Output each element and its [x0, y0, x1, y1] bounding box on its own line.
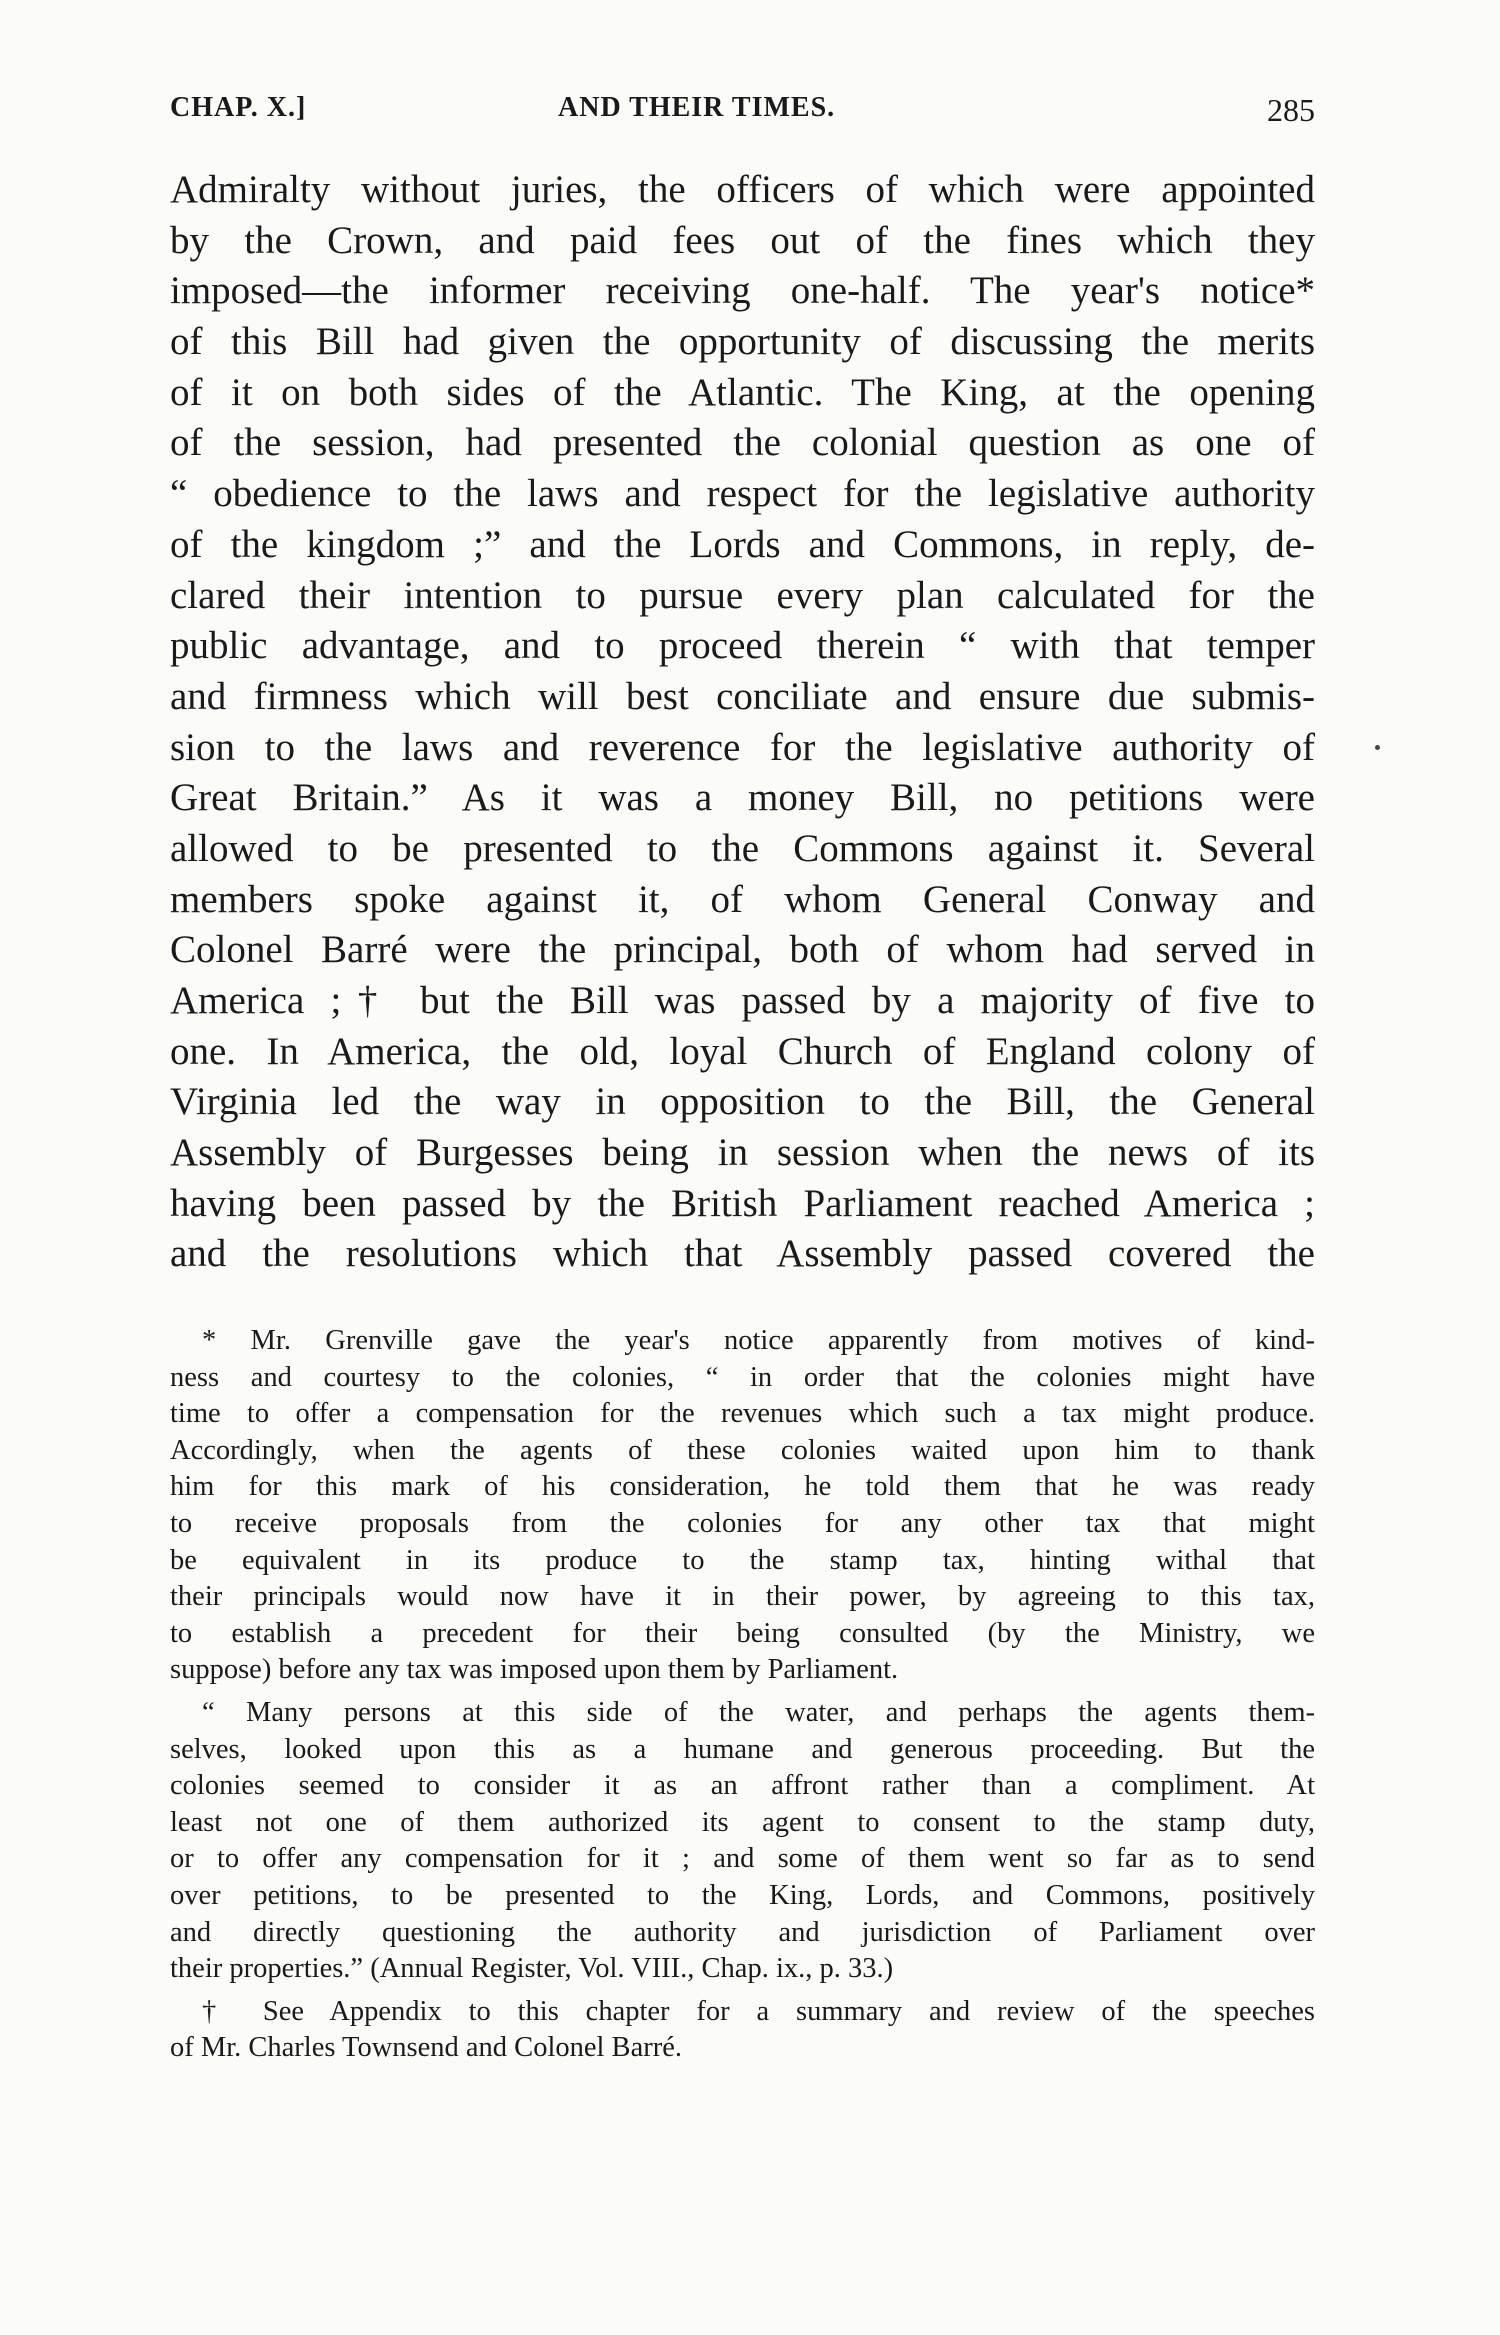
footnote-line: of Mr. Charles Townsend and Colonel Barré.: [170, 2032, 682, 2064]
footnote-line: and directly questioning the authority and jurisdiction of Parliament over: [170, 1916, 1315, 1948]
body-line: and firmness which will best conciliate and ensure due submis-: [170, 674, 1315, 718]
footnote-line: ness and courtesy to the colonies, “ in order that the colonies might have: [170, 1361, 1315, 1393]
body-line: Virginia led the way in opposition to the Bill, the General: [170, 1080, 1315, 1124]
footnote-dagger: [170, 1994, 1315, 2067]
body-line: one. In America, the old, loyal Church of England colony of: [170, 1029, 1315, 1073]
body-line: Colonel Barré were the principal, both of whom had served in: [170, 928, 1315, 972]
body-line: and the resolutions which that Assembly passed covered the: [170, 1232, 1315, 1276]
footnote-line: colonies seemed to consider it as an affront rather than a compliment. At: [170, 1770, 1315, 1802]
body-line: of the kingdom ;” and the Lords and Commons, in reply, de-: [170, 522, 1315, 566]
footnote-asterisk: [170, 1323, 1315, 1689]
body-line: by the Crown, and paid fees out of the fines which they: [170, 218, 1315, 262]
footnote-line: their properties.” (Annual Register, Vol. VIII., Chap. ix., p. 33.): [170, 1953, 894, 1985]
chapter-label: CHAP. X.]: [170, 92, 307, 123]
footnote-line: be equivalent in its produce to the stamp tax, hinting withal that: [170, 1544, 1315, 1576]
body-line: members spoke against it, of whom General Conway and: [170, 877, 1315, 921]
footnote-line: to receive proposals from the colonies for any other tax that might: [170, 1507, 1315, 1539]
running-title: AND THEIR TIMES.: [558, 92, 836, 123]
footnote-line: or to offer any compensation for it ; and some of them went so far as to send: [170, 1843, 1315, 1875]
body-line: Assembly of Burgesses being in session when the news of its: [170, 1131, 1315, 1175]
footnote-line: Accordingly, when the agents of these colonies waited upon him to thank: [170, 1434, 1315, 1466]
page-number: 285: [1267, 92, 1315, 128]
footnote-quotation: [170, 1695, 1315, 1988]
body-line: “ obedience to the laws and respect for the legislative authority: [170, 472, 1315, 516]
footnote-line: “ Many persons at this side of the water, and perhaps the agents them-: [202, 1696, 1315, 1728]
body-line: of the session, had presented the colonial question as one of: [170, 421, 1315, 465]
body-line: of this Bill had given the opportunity of discussing the merits: [170, 320, 1315, 364]
body-line: imposed—the informer receiving one-half. The year's notice*: [170, 269, 1315, 313]
body-line: public advantage, and to proceed therein “ with that temper: [170, 624, 1315, 668]
footnote-line: time to offer a compensation for the revenues which such a tax might produce.: [170, 1398, 1315, 1430]
footnote-line: * Mr. Grenville gave the year's notice apparently from motives of kind-: [202, 1325, 1315, 1356]
body-line: Great Britain.” As it was a money Bill, no petitions were: [170, 776, 1315, 820]
footnote-line: least not one of them authorized its agent to consent to the stamp duty,: [170, 1806, 1315, 1838]
footnote-line: suppose) before any tax was imposed upon them by Parliament.: [170, 1654, 899, 1686]
body-paragraph: [170, 165, 1315, 1280]
footnote-line: him for this mark of his consideration, he told them that he was ready: [170, 1471, 1315, 1503]
footnote-line: their principals would now have it in their power, by agreeing to this tax,: [170, 1581, 1315, 1613]
ink-speck: [1375, 745, 1380, 750]
footnote-line: over petitions, to be presented to the King, Lords, and Commons, positively: [170, 1879, 1315, 1911]
footnote-line: to establish a precedent for their being consulted (by the Ministry, we: [170, 1617, 1315, 1649]
body-line: America ;† but the Bill was passed by a majority of five to: [170, 979, 1315, 1022]
footnote-line: selves, looked upon this as a humane and generous proceeding. But the: [170, 1733, 1315, 1765]
footnote-line: † See Appendix to this chapter for a summary and review of the speeches: [202, 1995, 1315, 2027]
footnotes: [170, 1323, 1315, 2067]
body-line: sion to the laws and reverence for the legislative authority of: [170, 725, 1315, 769]
body-line: allowed to be presented to the Commons against it. Several: [170, 826, 1315, 870]
body-line: having been passed by the British Parliament reached America ;: [170, 1181, 1315, 1225]
body-line: clared their intention to pursue every plan calculated for the: [170, 573, 1315, 617]
running-head: [170, 92, 1315, 136]
body-line: of it on both sides of the Atlantic. The King, at the opening: [170, 370, 1315, 414]
body-line: Admiralty without juries, the officers of which were appointed: [170, 168, 1315, 211]
